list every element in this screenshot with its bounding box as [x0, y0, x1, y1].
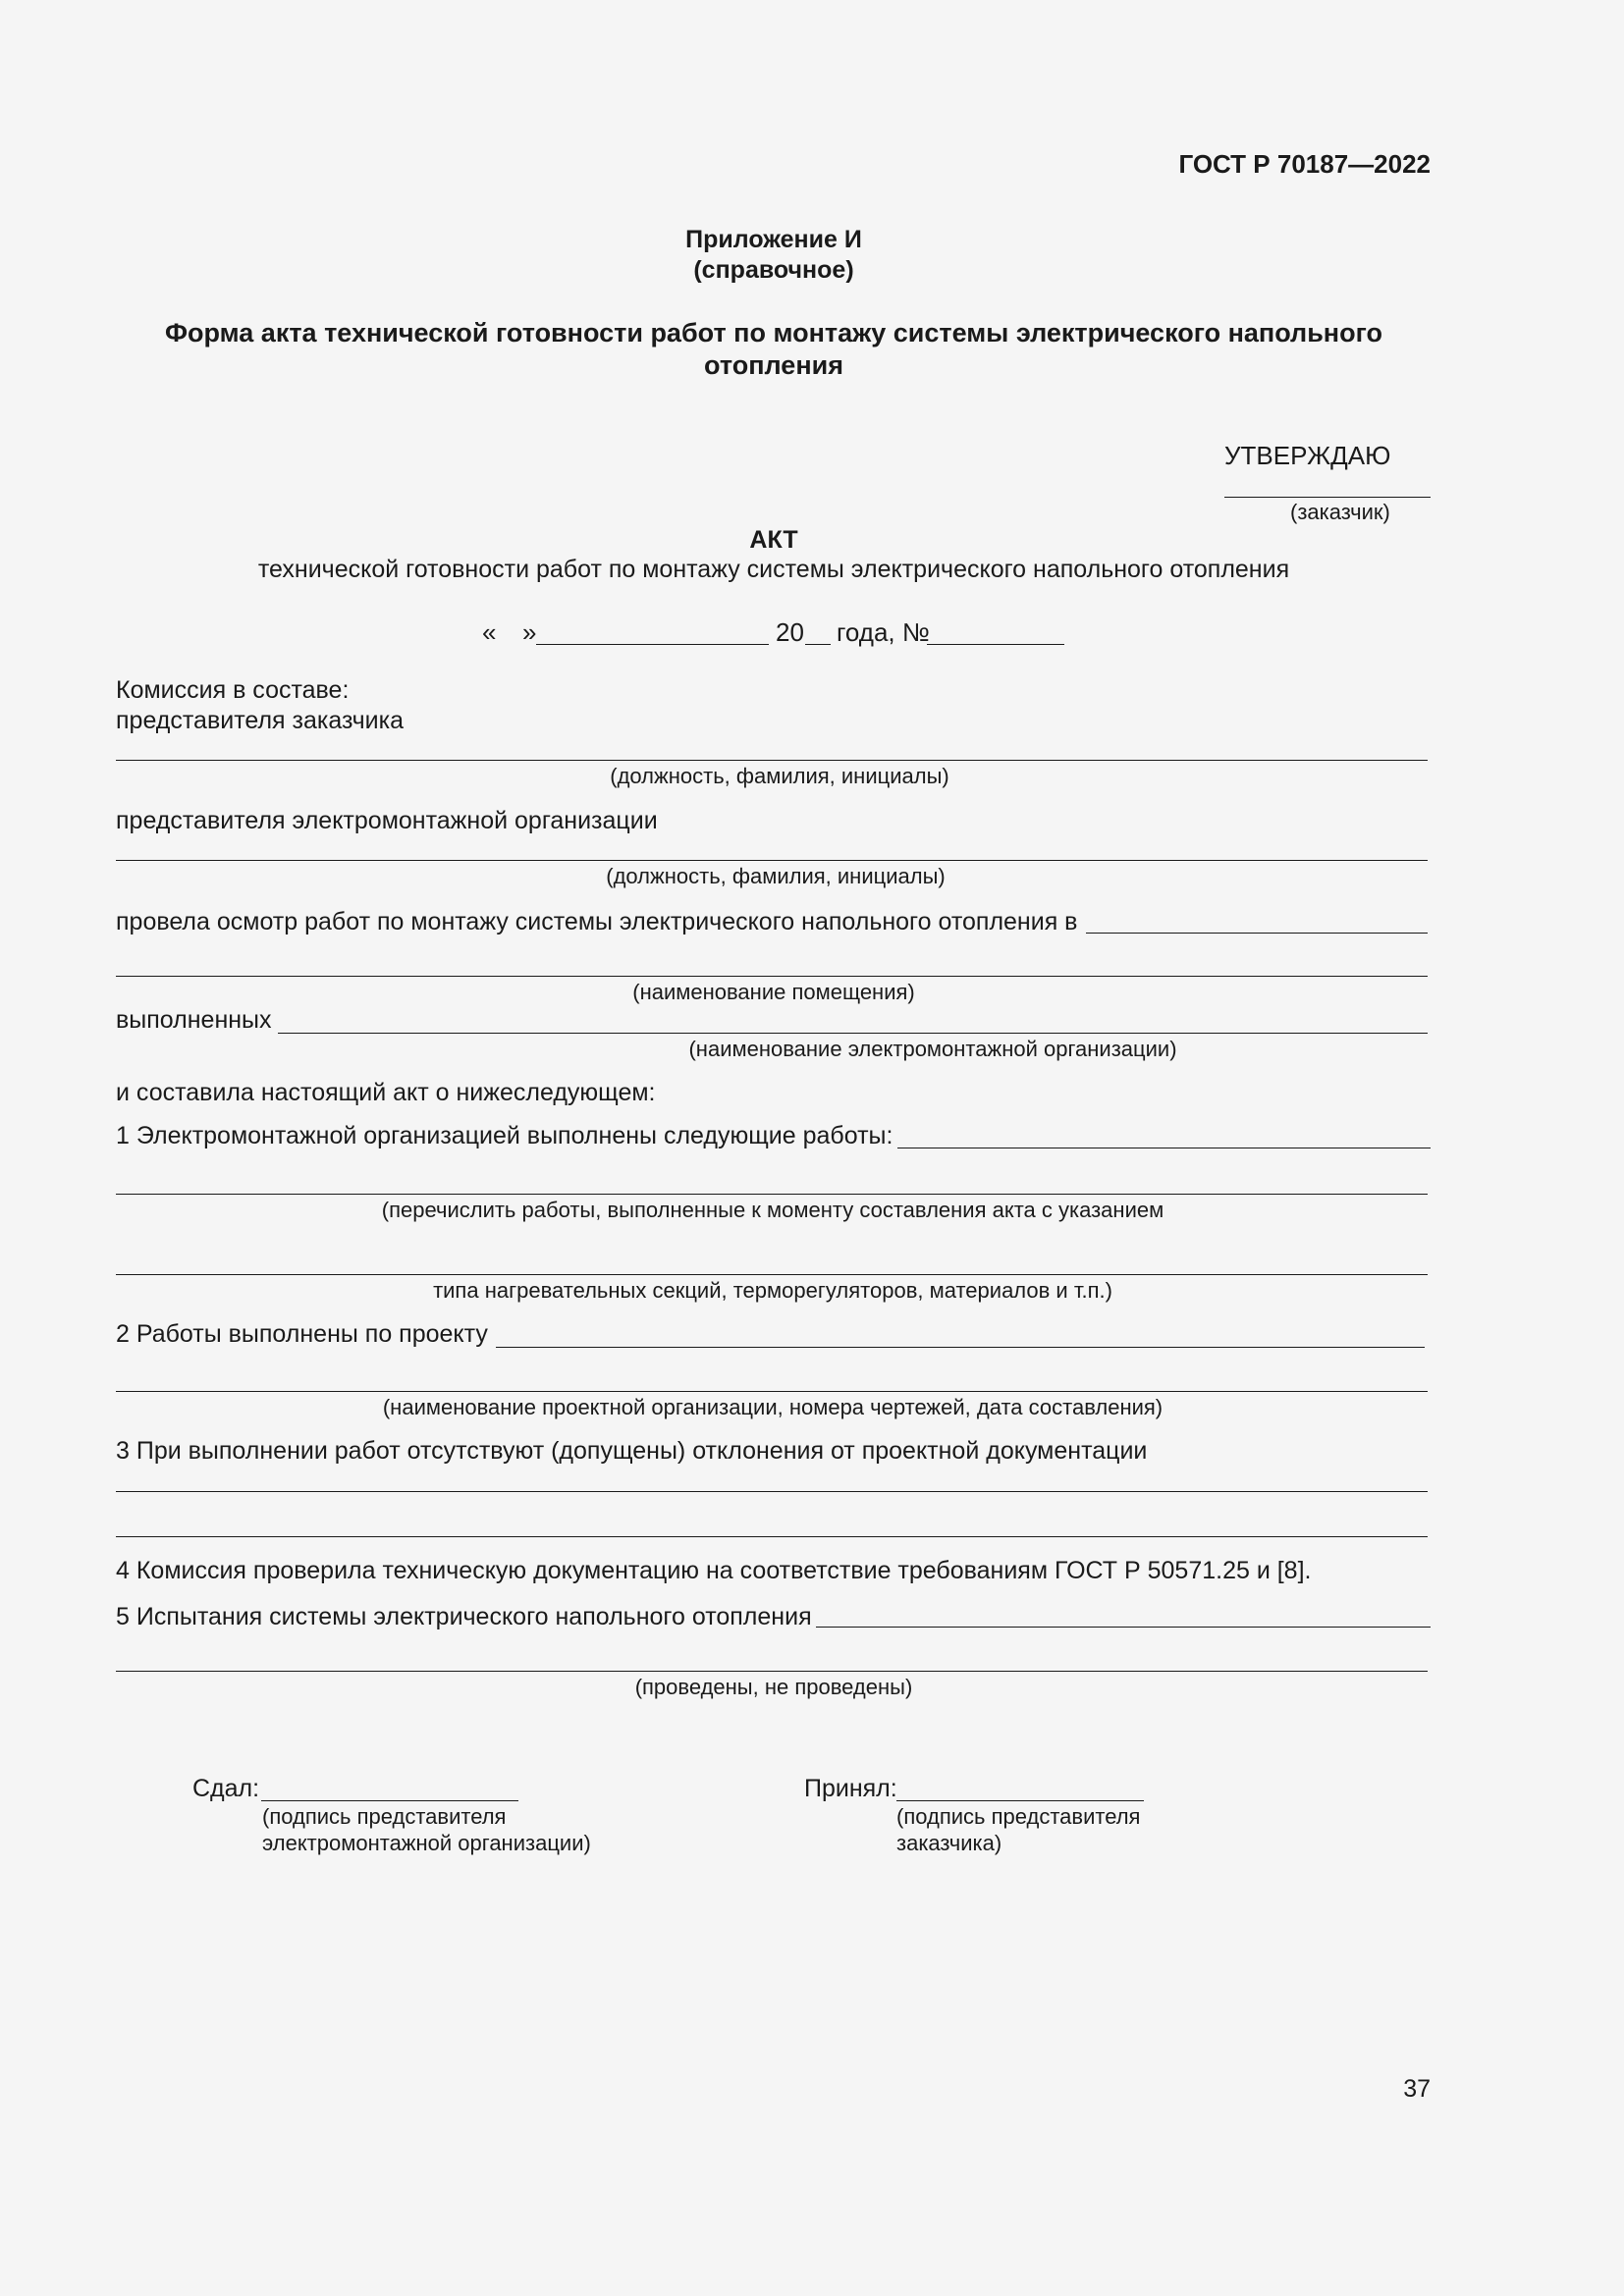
standard-number: ГОСТ Р 70187—2022 [1178, 149, 1431, 179]
year-suffix: года, № [837, 617, 930, 647]
handed-caption-2: электромонтажной организации) [262, 1831, 591, 1855]
item-3-field[interactable] [116, 1491, 1428, 1492]
act-number-field[interactable] [927, 644, 1064, 645]
date-close-quote: » [522, 617, 537, 647]
page-number: 37 [1403, 2075, 1431, 2103]
accepted-label: Принял: [804, 1775, 897, 1802]
project-caption: (наименование проектной организации, номера чертежей, дата составления) [382, 1395, 1164, 1419]
accepted-signature-line[interactable] [896, 1800, 1144, 1801]
item-2-field-2[interactable] [116, 1391, 1428, 1392]
accepted-caption-2: заказчика) [896, 1831, 1002, 1855]
installer-rep-label: представителя электромонтажной организации [116, 807, 658, 834]
handed-caption-1: (подпись представителя [262, 1804, 507, 1829]
commission-label: Комиссия в составе: [116, 676, 350, 704]
works-caption-2: типа нагревательных секций, терморегуляторов, материалов и т.п.) [433, 1278, 1112, 1303]
year-field[interactable] [805, 644, 831, 645]
item-1-text: 1 Электромонтажной организацией выполнены следующие работы: [116, 1122, 893, 1149]
item-2-field[interactable] [496, 1347, 1425, 1348]
customer-rep-caption: (должность, фамилия, инициалы) [610, 764, 949, 788]
item-1-field-3[interactable] [116, 1274, 1428, 1275]
customer-rep-label: представителя заказчика [116, 707, 405, 734]
approve-label: УТВЕРЖДАЮ [1224, 441, 1391, 470]
item-5-field-2[interactable] [116, 1671, 1428, 1672]
works-caption-1: (перечислить работы, выполненные к моменту составления акта с указанием [381, 1198, 1164, 1222]
installer-rep-caption: (должность, фамилия, инициалы) [606, 864, 946, 888]
item-5-field[interactable] [816, 1627, 1431, 1628]
tests-caption: (проведены, не проведены) [634, 1675, 913, 1699]
form-heading-line1: Форма акта технической готовности работ по монтажу системы электрического напольного [165, 318, 1382, 347]
installer-rep-field[interactable] [116, 860, 1428, 861]
date-month-field[interactable] [536, 644, 769, 645]
customer-rep-field[interactable] [116, 760, 1428, 761]
performed-label: выполненных [116, 1006, 272, 1034]
compiled-text: и составила настоящий акт о нижеследующем: [116, 1079, 656, 1106]
approve-caption: (заказчик) [1290, 500, 1390, 524]
accepted-caption-1: (подпись представителя [896, 1804, 1141, 1829]
organization-field[interactable] [278, 1033, 1428, 1034]
act-title: АКТ [749, 526, 798, 554]
item-1-field-2[interactable] [116, 1194, 1428, 1195]
appendix-title: Приложение И [685, 226, 862, 253]
handed-label: Сдал: [192, 1775, 260, 1802]
date-open-quote: « [482, 617, 497, 647]
inspection-text: провела осмотр работ по монтажу системы электрического напольного отопления в [116, 908, 1078, 935]
item-3-text: 3 При выполнении работ отсутствуют (допущены) отклонения от проектной документации [116, 1437, 1148, 1465]
room-field[interactable] [116, 976, 1428, 977]
approve-signature-line [1224, 497, 1431, 498]
item-5-text: 5 Испытания системы электрического напольного отопления [116, 1603, 812, 1630]
inspection-room-field[interactable] [1086, 933, 1428, 934]
handed-signature-line[interactable] [261, 1800, 518, 1801]
item-2-text: 2 Работы выполнены по проекту [116, 1320, 488, 1348]
organization-caption: (наименование электромонтажной организации) [688, 1037, 1177, 1061]
form-heading-line2: отопления [704, 350, 843, 380]
item-4-text: 4 Комиссия проверила техническую документацию на соответствие требованиям ГОСТ Р 50571.25 и [8]. [116, 1557, 1312, 1584]
act-subtitle: технической готовности работ по монтажу системы электрического напольного отопления [257, 556, 1290, 583]
room-caption: (наименование помещения) [632, 980, 915, 1004]
appendix-type: (справочное) [693, 256, 854, 284]
item-3-field-2[interactable] [116, 1536, 1428, 1537]
year-prefix: 20 [776, 617, 804, 647]
